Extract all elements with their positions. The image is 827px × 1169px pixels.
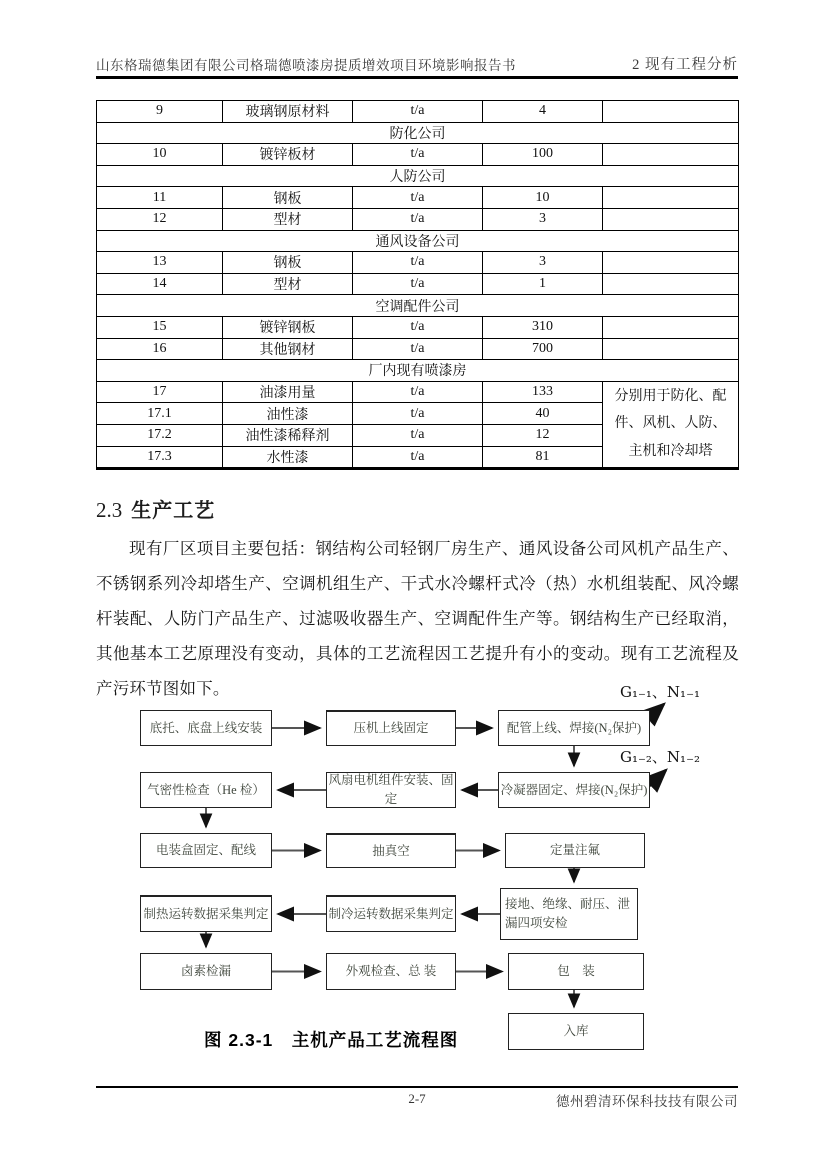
cell-unit: t/a <box>353 187 483 209</box>
cell-value: 700 <box>483 338 603 360</box>
flow-node-cooling-test: 制冷运转数据采集判定 <box>326 895 456 932</box>
section-row <box>97 295 739 317</box>
cell-name: 其他钢材 <box>223 338 353 360</box>
table-row <box>97 338 739 360</box>
flow-node-he-leak-check: 气密性检查（He 检） <box>140 772 272 808</box>
cell-unit: t/a <box>353 208 483 230</box>
flow-node-condenser-welding: 冷凝器固定、焊接(N₂保护) <box>498 772 650 808</box>
cell-no: 16 <box>97 338 223 360</box>
flow-node-inspect-assembly: 外观检查、总 装 <box>326 953 456 990</box>
cell-unit: t/a <box>353 101 483 123</box>
flowchart <box>96 675 742 1070</box>
cell-no: 15 <box>97 316 223 338</box>
cell-value: 12 <box>483 424 603 446</box>
section-number: 2.3 <box>96 498 123 522</box>
cell-value: 10 <box>483 187 603 209</box>
header-rule <box>96 76 738 79</box>
flow-node-fan-motor-install: 风扇电机组件安装、固定 <box>326 772 456 808</box>
table-row <box>97 273 739 295</box>
section-title: 生产工艺 <box>131 500 216 522</box>
flow-node-piping-welding: 配管上线、焊接(N₂保护) <box>498 710 650 746</box>
cell-remark <box>603 208 739 230</box>
cell-unit: t/a <box>353 273 483 295</box>
section-row <box>97 165 739 187</box>
cell-no: 12 <box>97 208 223 230</box>
cell-remark-merged: 分别用于防化、配件、风机、人防、主机和冷却塔 <box>603 381 739 468</box>
cell-name: 玻璃钢原材料 <box>223 101 353 123</box>
cell-remark <box>603 338 739 360</box>
footer-rule <box>96 1086 738 1088</box>
flow-node-compressor-fix: 压机上线固定 <box>326 710 456 746</box>
cell-no: 17.3 <box>97 446 223 468</box>
cell-no: 17 <box>97 381 223 403</box>
table-row <box>97 381 739 403</box>
cell-name: 镀锌板材 <box>223 144 353 166</box>
table-row <box>97 208 739 230</box>
materials-table <box>96 100 739 470</box>
section-heading <box>96 494 215 523</box>
cell-unit: t/a <box>353 144 483 166</box>
flow-node-heating-test: 制热运转数据采集判定 <box>140 895 272 932</box>
cell-no: 13 <box>97 252 223 274</box>
cell-value: 133 <box>483 381 603 403</box>
cell-no: 10 <box>97 144 223 166</box>
cell-name: 型材 <box>223 208 353 230</box>
cell-name: 钢板 <box>223 252 353 274</box>
table-row <box>97 101 739 123</box>
cell-name: 油性漆 <box>223 403 353 425</box>
cell-unit: t/a <box>353 252 483 274</box>
cell-no: 11 <box>97 187 223 209</box>
footer-company: 德州碧清环保科技技有限公司 <box>556 1094 738 1109</box>
cell-name: 镀锌钢板 <box>223 316 353 338</box>
cell-unit: t/a <box>353 446 483 468</box>
flow-node-warehouse: 入库 <box>508 1013 644 1050</box>
flow-node-safety-check: 接地、绝缘、耐压、泄漏四项安检 <box>500 888 638 940</box>
cell-no: 14 <box>97 273 223 295</box>
cell-no: 17.2 <box>97 424 223 446</box>
figure-caption: 图 2.3-1 主机产品工艺流程图 <box>204 1030 459 1050</box>
table-row <box>97 316 739 338</box>
flow-node-packing: 包 装 <box>508 953 644 990</box>
flow-node-refrigerant-charge: 定量注氟 <box>505 833 645 868</box>
cell-no: 9 <box>97 101 223 123</box>
section-cell: 通风设备公司 <box>97 230 739 252</box>
cell-name: 型材 <box>223 273 353 295</box>
section-row <box>97 360 739 382</box>
cell-remark <box>603 187 739 209</box>
section-cell: 人防公司 <box>97 165 739 187</box>
cell-name: 水性漆 <box>223 446 353 468</box>
flow-node-ebox-wiring: 电装盒固定、配线 <box>140 833 272 868</box>
table-row <box>97 187 739 209</box>
header-left-title: 山东格瑞德集团有限公司格瑞德喷漆房提质增效项目环境影响报告书 <box>96 58 516 73</box>
cell-value: 100 <box>483 144 603 166</box>
cell-unit: t/a <box>353 316 483 338</box>
cell-name: 油性漆稀释剂 <box>223 424 353 446</box>
cell-name: 油漆用量 <box>223 381 353 403</box>
cell-remark <box>603 101 739 123</box>
cell-unit: t/a <box>353 381 483 403</box>
section-cell: 厂内现有喷漆房 <box>97 360 739 382</box>
header-chapter: 2 现有工程分析 <box>632 57 738 73</box>
cell-unit: t/a <box>353 424 483 446</box>
cell-value: 81 <box>483 446 603 468</box>
table-row <box>97 252 739 274</box>
page-number: 2-7 <box>408 1091 426 1106</box>
section-cell: 防化公司 <box>97 122 739 144</box>
cell-value: 310 <box>483 316 603 338</box>
flow-node-base-install: 底托、底盘上线安装 <box>140 710 272 746</box>
cell-value: 3 <box>483 252 603 274</box>
section-row <box>97 122 739 144</box>
pollution-label-g1-2-n1-2: G₁₋₂、N₁₋₂ <box>620 748 700 766</box>
flow-node-vacuum: 抽真空 <box>326 833 456 868</box>
pollution-label-g1-1-n1-1: G₁₋₁、N₁₋₁ <box>620 683 700 701</box>
cell-unit: t/a <box>353 403 483 425</box>
cell-remark <box>603 273 739 295</box>
body-paragraph: 现有厂区项目主要包括：钢结构公司轻钢厂房生产、通风设备公司风机产品生产、不锈钢系列冷却塔生产、空调机组生产、干式水冷螺杆式冷（热）水机组装配、风冷螺杆装配、人防门产品生产、过滤吸收器生产、空调配件生产等。钢结构生产已经取消，其他基本工艺原理没有变动，具体的工艺流程因工艺提升有小的变动。现有工艺流程及产污环节图如下。 <box>96 539 739 698</box>
section-row <box>97 230 739 252</box>
table-row <box>97 144 739 166</box>
cell-unit: t/a <box>353 338 483 360</box>
cell-remark <box>603 144 739 166</box>
cell-value: 3 <box>483 208 603 230</box>
cell-name: 钢板 <box>223 187 353 209</box>
cell-no: 17.1 <box>97 403 223 425</box>
cell-value: 1 <box>483 273 603 295</box>
section-cell: 空调配件公司 <box>97 295 739 317</box>
cell-remark <box>603 316 739 338</box>
cell-value: 40 <box>483 403 603 425</box>
cell-value: 4 <box>483 101 603 123</box>
cell-remark <box>603 252 739 274</box>
flow-node-halogen-leak: 卤素检漏 <box>140 953 272 990</box>
